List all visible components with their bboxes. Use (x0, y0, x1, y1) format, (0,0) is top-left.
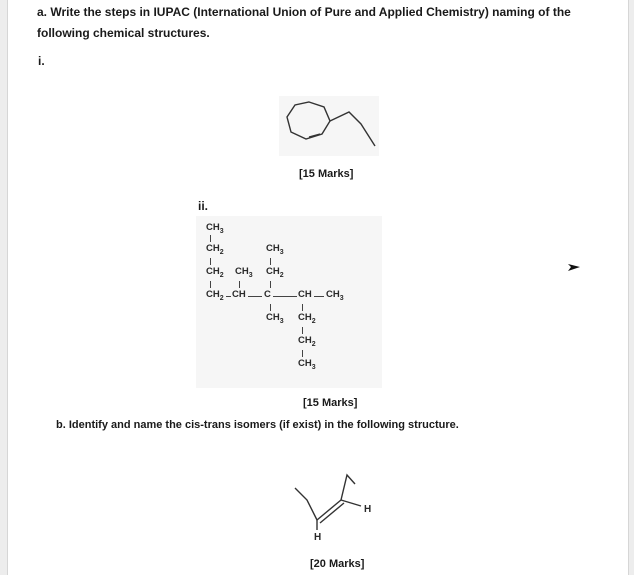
ethyl-chain (330, 112, 375, 146)
ch3-top-right: $CH_3$ (266, 243, 284, 256)
bond (302, 327, 303, 334)
h-label-right: H (364, 504, 372, 515)
ch-main: CH (232, 289, 246, 300)
structure-ii-panel (196, 216, 382, 388)
double-bond-a (317, 500, 341, 520)
ch3-on-ch: $CH_3$ (235, 266, 253, 279)
bond (302, 350, 303, 357)
bond (270, 281, 271, 288)
bond (210, 258, 211, 265)
cursor-icon (568, 262, 580, 272)
bond (239, 281, 240, 288)
bond (273, 296, 297, 297)
marks-i: [15 Marks] (299, 168, 354, 180)
structure-b-drawing (295, 470, 395, 530)
left-shadow (0, 0, 7, 575)
bond (270, 258, 271, 265)
ch2-main-start: $CH_2$ (206, 289, 224, 302)
sub-question-i-label: i. (38, 54, 45, 68)
bond (302, 304, 303, 311)
bond (226, 296, 231, 297)
cycloheptene-ring (287, 102, 330, 139)
marks-ii: [15 Marks] (303, 397, 358, 409)
ch2-branch-1: $CH_2$ (298, 312, 316, 325)
h-label-bottom: H (314, 532, 322, 543)
ch3-top-left: $CH_3$ (206, 222, 224, 235)
ch2-left-2: $CH_2$ (206, 266, 224, 279)
left-chain (295, 488, 317, 520)
ch-main-2: CH (298, 289, 312, 300)
ch2-branch-2: $CH_2$ (298, 335, 316, 348)
double-bond-b (320, 503, 344, 523)
ch2-on-c: $CH_2$ (266, 266, 284, 279)
bond (210, 281, 211, 288)
ch3-below-c: $CH_3$ (266, 312, 284, 325)
ch2-left-1: $CH_2$ (206, 243, 224, 256)
question-a-text: a. Write the steps in IUPAC (International Union of Pure and Applied Chemistry) naming of the following chemical structures. (37, 5, 571, 40)
question-b-text: b. Identify and name the cis-trans isomers (if exist) in the following structure. (56, 419, 459, 431)
marks-b: [20 Marks] (310, 558, 365, 570)
ch3-main-end: $CH_3$ (326, 289, 344, 302)
bond (210, 235, 211, 242)
structure-i-drawing (279, 96, 379, 156)
bond (248, 296, 262, 297)
bond (314, 296, 324, 297)
methyl-branch (341, 475, 355, 500)
c-quaternary: C (264, 289, 271, 300)
ch3-branch-end: $CH_3$ (298, 358, 316, 371)
sub-question-ii-label: ii. (198, 199, 209, 213)
bond (270, 304, 271, 311)
